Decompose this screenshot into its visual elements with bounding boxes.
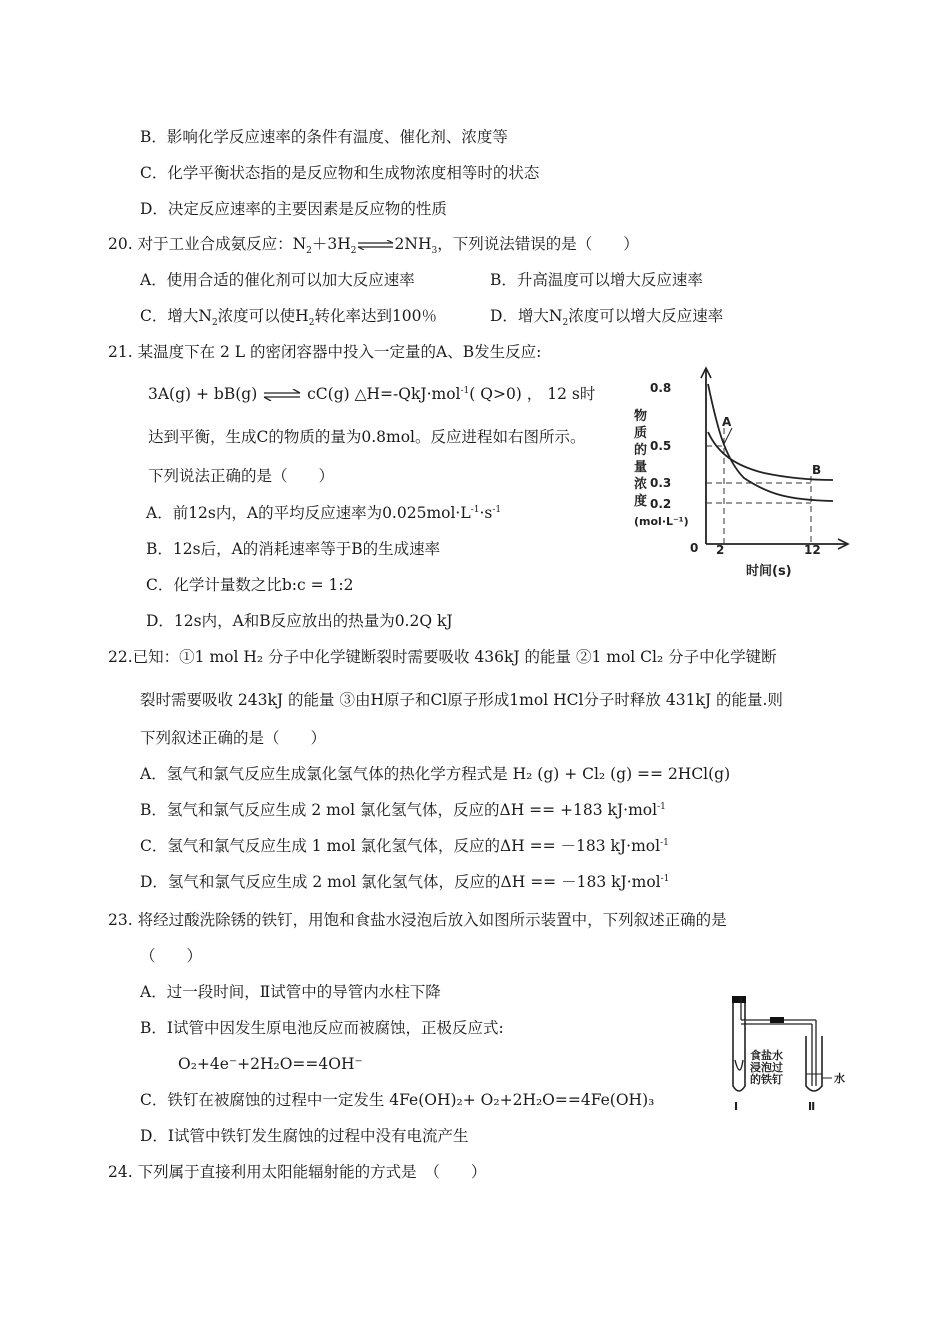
tube-2-label: Ⅱ	[808, 1100, 816, 1113]
q22-option-a: A．氢气和氯气反应生成氯化氢气体的热化学方程式是 H₂ (g) + Cl₂ (g) == 2HCl(g)	[140, 765, 731, 783]
q21-option-d: D．12s内，A和B反应放出的热量为0.2Q kJ	[146, 612, 453, 630]
x-axis-title: 时间(s)	[746, 564, 792, 579]
q22-option-d: D．氢气和氯气反应生成 2 mol 氯化氢气体，反应的ΔH == －183 kJ·mol$^{-1}$	[140, 873, 670, 891]
q19-option-d: D．决定反应速率的主要因素是反应物的性质	[140, 200, 447, 218]
nail-icon	[735, 1060, 743, 1070]
q23-apparatus-figure	[722, 990, 862, 1115]
nail-label-1: 食盐水	[750, 1049, 783, 1062]
q23-option-b: B．Ⅰ试管中因发生原电池反应而被腐蚀，正极反应式:	[140, 1019, 504, 1037]
q23-option-a: A．过一段时间，Ⅱ试管中的导管内水柱下降	[140, 983, 441, 1001]
y-tick-0.8: 0.8	[650, 381, 672, 395]
equilibrium-arrow-icon	[357, 240, 395, 250]
q20-option-c: C．增大$N_2$浓度可以使$H_2$转化率达到100％	[140, 307, 438, 329]
q20-option-d: D．增大$N_2$浓度可以增大反应速率	[490, 307, 724, 329]
q19-option-b: B．影响化学反应速率的条件有温度、催化剂、浓度等	[140, 128, 508, 146]
q23-line1: 23. 将经过酸洗除锈的铁钉，用饱和食盐水浸泡后放入如图所示装置中，下列叙述正确的是	[108, 911, 727, 929]
q20-option-a: A．使用合适的催化剂可以加大反应速率	[140, 271, 415, 289]
water-label: 水	[834, 1072, 845, 1085]
y-axis-title	[634, 408, 647, 509]
tube-1-stopper	[732, 996, 746, 1003]
tube-2	[806, 1036, 822, 1091]
q22-option-c: C．氢气和氯气反应生成 1 mol 氯化氢气体，反应的ΔH == －183 kJ·mol$^{-1}$	[140, 837, 669, 855]
x-tick-0: 0	[690, 541, 699, 555]
q21-option-c: C．化学计量数之比b:c = 1:2	[146, 576, 354, 594]
q23-option-c: C．铁钉在被腐蚀的过程中一定发生 4Fe(OH)₂+ O₂+2H₂O==4Fe(OH)₃	[140, 1091, 655, 1109]
q21-line2: 达到平衡，生成C的物质的量为0.8mol。反应进程如右图所示。	[148, 428, 586, 446]
y-title-char-2: 质	[634, 426, 648, 441]
q23-line2: （ ）	[140, 947, 203, 965]
q21-option-a: A．前12s内，A的平均反应速率为$0.025mol\cdot L^{-1}\cdot s^{-1}$	[146, 504, 502, 522]
nail-label-3: 的铁钉	[750, 1073, 783, 1086]
q21-option-b: B．12s后，A的消耗速率等于B的生成速率	[146, 540, 441, 558]
y-tick-0.5: 0.5	[650, 439, 672, 453]
y-title-char-5: 浓	[634, 477, 648, 492]
nail-label-2: 浸泡过	[750, 1061, 783, 1074]
q20-stem: 20. 对于工业合成氨反应：$N_2+3H_2$ $2NH_3$，下列说法错误的是（ ）	[108, 235, 639, 257]
y-title-char-1: 物	[634, 409, 648, 424]
y-title-char-6: 度	[634, 494, 648, 509]
x-tick-12: 12	[804, 543, 821, 557]
q20-option-b: B．升高温度可以增大反应速率	[490, 271, 703, 289]
q22-line1: 22.已知：①1 mol H₂ 分子中化学键断裂时需要吸收 436kJ 的能量 ②1 mol Cl₂ 分子中化学键断	[108, 648, 777, 666]
q21-concentration-graph	[628, 362, 853, 580]
tube-1	[733, 1003, 745, 1091]
q22-option-b: B．氢气和氯气反应生成 2 mol 氯化氢气体，反应的ΔH == +183 kJ·mol$^{-1}$	[140, 801, 666, 819]
curve-label-b: B	[812, 463, 822, 477]
reversible-arrow-icon	[262, 389, 302, 401]
x-tick-2: 2	[716, 543, 725, 557]
y-title-char-4: 量	[634, 460, 648, 475]
q23-equation: O₂+4e⁻+2H₂O==4OH⁻	[178, 1055, 363, 1073]
y-tick-0.3: 0.3	[650, 476, 672, 490]
q21-equation: 3A(g) + bB(g) cC(g) △H=-QkJ·mol$^{-1}$( Q>0) ， 12 s时	[148, 385, 596, 403]
curve-label-a: A	[722, 415, 732, 429]
q22-line3: 下列叙述正确的是（ ）	[140, 729, 327, 747]
y-title-char-3: 的	[634, 443, 648, 458]
q21-line3: 下列说法正确的是（ ）	[148, 467, 335, 485]
q24-stem: 24. 下列属于直接利用太阳能辐射能的方式是 （ ）	[108, 1163, 487, 1181]
rubber-joint	[770, 1017, 784, 1023]
q19-option-c: C．化学平衡状态指的是反应物和生成物浓度相等时的状态	[140, 164, 540, 182]
q22-line2: 裂时需要吸收 243kJ 的能量 ③由H原子和Cl原子形成1mol HCl分子时释放 431kJ 的能量.则	[140, 691, 783, 709]
y-axis-unit: (mol·L⁻¹)	[634, 515, 689, 528]
tube-1-label: Ⅰ	[734, 1100, 739, 1113]
q21-stem: 21. 某温度下在 2 L 的密闭容器中投入一定量的A、B发生反应:	[108, 343, 542, 361]
label-a-pointer	[724, 428, 732, 444]
y-tick-0.2: 0.2	[650, 497, 672, 511]
q23-option-d: D．Ⅰ试管中铁钉发生腐蚀的过程中没有电流产生	[140, 1127, 469, 1145]
